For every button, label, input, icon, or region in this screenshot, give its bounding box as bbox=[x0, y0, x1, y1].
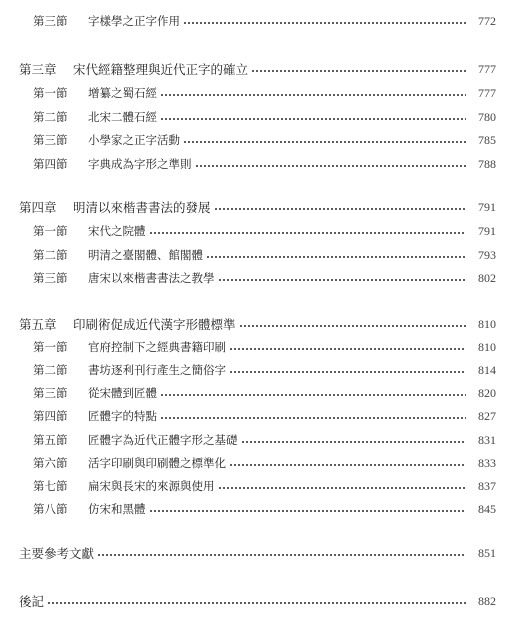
entry-title: 唐宋以來楷書書法之教學 bbox=[88, 271, 215, 285]
dot-leader bbox=[160, 394, 466, 396]
page-number: 791 bbox=[478, 223, 496, 238]
entry-title: 小學家之正字活動 bbox=[88, 133, 180, 147]
toc-entry[interactable] bbox=[33, 11, 496, 31]
entry-title: 匠體字為近代正體字形之基礎 bbox=[88, 433, 238, 447]
toc-entry[interactable] bbox=[19, 314, 496, 334]
page-number: 788 bbox=[478, 156, 496, 171]
page-number: 845 bbox=[478, 501, 496, 516]
entry-title: 後記 bbox=[19, 594, 45, 609]
entry-title: 宋代經籍整理與近代正字的確立 bbox=[73, 62, 249, 77]
page-number: 793 bbox=[478, 247, 496, 262]
toc-entry[interactable] bbox=[33, 268, 496, 288]
section-number: 第七節 bbox=[33, 479, 68, 493]
section-number: 第二節 bbox=[33, 248, 68, 262]
toc-entry[interactable] bbox=[19, 543, 496, 563]
entry-title: 活字印刷與印刷體之標準化 bbox=[88, 456, 226, 470]
dot-leader bbox=[206, 256, 466, 258]
section-number: 第四節 bbox=[33, 157, 68, 171]
page-number: 780 bbox=[478, 109, 496, 124]
entry-title: 仿宋和黑體 bbox=[88, 502, 146, 516]
dot-leader bbox=[160, 118, 466, 120]
page-number: 851 bbox=[478, 545, 496, 560]
entry-title: 宋代之院體 bbox=[88, 224, 146, 238]
toc-entry[interactable] bbox=[33, 406, 496, 426]
toc-entry[interactable] bbox=[33, 245, 496, 265]
entry-title: 字典成為字形之準則 bbox=[88, 157, 192, 171]
page-number: 777 bbox=[478, 61, 496, 76]
dot-leader bbox=[229, 464, 466, 466]
entry-title: 從宋體到匠體 bbox=[88, 386, 157, 400]
section-number: 第二節 bbox=[33, 110, 68, 124]
toc-entry[interactable] bbox=[33, 360, 496, 380]
entry-title: 增纂之蜀石經 bbox=[88, 86, 157, 100]
chapter-number: 第四章 bbox=[19, 200, 57, 215]
section-number: 第五節 bbox=[33, 433, 68, 447]
dot-leader bbox=[183, 22, 466, 24]
section-number: 第三節 bbox=[33, 14, 68, 28]
entry-title: 北宋二體石經 bbox=[88, 110, 157, 124]
page-number: 802 bbox=[478, 270, 496, 285]
dot-leader bbox=[149, 232, 467, 234]
dot-leader bbox=[183, 141, 466, 143]
toc-entry[interactable] bbox=[33, 83, 496, 103]
toc-entry[interactable] bbox=[33, 499, 496, 519]
section-number: 第八節 bbox=[33, 502, 68, 516]
toc-entry[interactable] bbox=[19, 59, 496, 79]
toc-entry[interactable] bbox=[33, 130, 496, 150]
page-number: 837 bbox=[478, 478, 496, 493]
page-number: 777 bbox=[478, 85, 496, 100]
toc-entry[interactable] bbox=[33, 221, 496, 241]
page-number: 827 bbox=[478, 408, 496, 423]
section-number: 第一節 bbox=[33, 224, 68, 238]
dot-leader bbox=[229, 348, 466, 350]
section-number: 第一節 bbox=[33, 340, 68, 354]
section-number: 第三節 bbox=[33, 133, 68, 147]
section-number: 第六節 bbox=[33, 456, 68, 470]
entry-title: 字樣學之正字作用 bbox=[88, 14, 180, 28]
page-number: 810 bbox=[478, 316, 496, 331]
dot-leader bbox=[160, 417, 466, 419]
toc-entry[interactable] bbox=[33, 154, 496, 174]
page-number: 785 bbox=[478, 132, 496, 147]
entry-title: 匠體字的特點 bbox=[88, 409, 157, 423]
page-number: 772 bbox=[478, 13, 496, 28]
page-number: 810 bbox=[478, 339, 496, 354]
page-number: 831 bbox=[478, 432, 496, 447]
dot-leader bbox=[97, 554, 466, 556]
dot-leader bbox=[160, 94, 466, 96]
entry-title: 扁宋與長宋的來源與使用 bbox=[88, 479, 215, 493]
dot-leader bbox=[149, 510, 467, 512]
toc-entry[interactable] bbox=[19, 591, 496, 611]
entry-title: 主要參考文獻 bbox=[19, 546, 95, 561]
entry-title: 官府控制下之經典書籍印刷 bbox=[88, 340, 226, 354]
page-number: 791 bbox=[478, 199, 496, 214]
chapter-number: 第五章 bbox=[19, 317, 57, 332]
dot-leader bbox=[195, 165, 467, 167]
toc-entry[interactable] bbox=[33, 430, 496, 450]
chapter-number: 第三章 bbox=[19, 62, 57, 77]
dot-leader bbox=[214, 208, 466, 210]
toc-entry[interactable] bbox=[19, 197, 496, 217]
toc-entry[interactable] bbox=[33, 453, 496, 473]
toc-entry[interactable] bbox=[33, 383, 496, 403]
page-number: 833 bbox=[478, 455, 496, 470]
page-number: 882 bbox=[478, 593, 496, 608]
entry-title: 書坊逐利刊行產生之簡俗字 bbox=[88, 363, 226, 377]
dot-leader bbox=[239, 325, 466, 327]
page-number: 814 bbox=[478, 362, 496, 377]
entry-title: 明清之臺閣體、館閣體 bbox=[88, 248, 203, 262]
dot-leader bbox=[218, 279, 467, 281]
section-number: 第四節 bbox=[33, 409, 68, 423]
section-number: 第一節 bbox=[33, 86, 68, 100]
entry-title: 印刷術促成近代漢字形體標準 bbox=[73, 317, 236, 332]
toc-entry[interactable] bbox=[33, 476, 496, 496]
page-number: 820 bbox=[478, 385, 496, 400]
toc-entry[interactable] bbox=[33, 337, 496, 357]
dot-leader bbox=[229, 371, 466, 373]
dot-leader bbox=[251, 70, 466, 72]
dot-leader bbox=[47, 602, 466, 604]
dot-leader bbox=[241, 441, 467, 443]
entry-title: 明清以來楷書書法的發展 bbox=[73, 200, 211, 215]
toc-entry[interactable] bbox=[33, 107, 496, 127]
section-number: 第三節 bbox=[33, 386, 68, 400]
section-number: 第三節 bbox=[33, 271, 68, 285]
dot-leader bbox=[218, 487, 467, 489]
section-number: 第二節 bbox=[33, 363, 68, 377]
